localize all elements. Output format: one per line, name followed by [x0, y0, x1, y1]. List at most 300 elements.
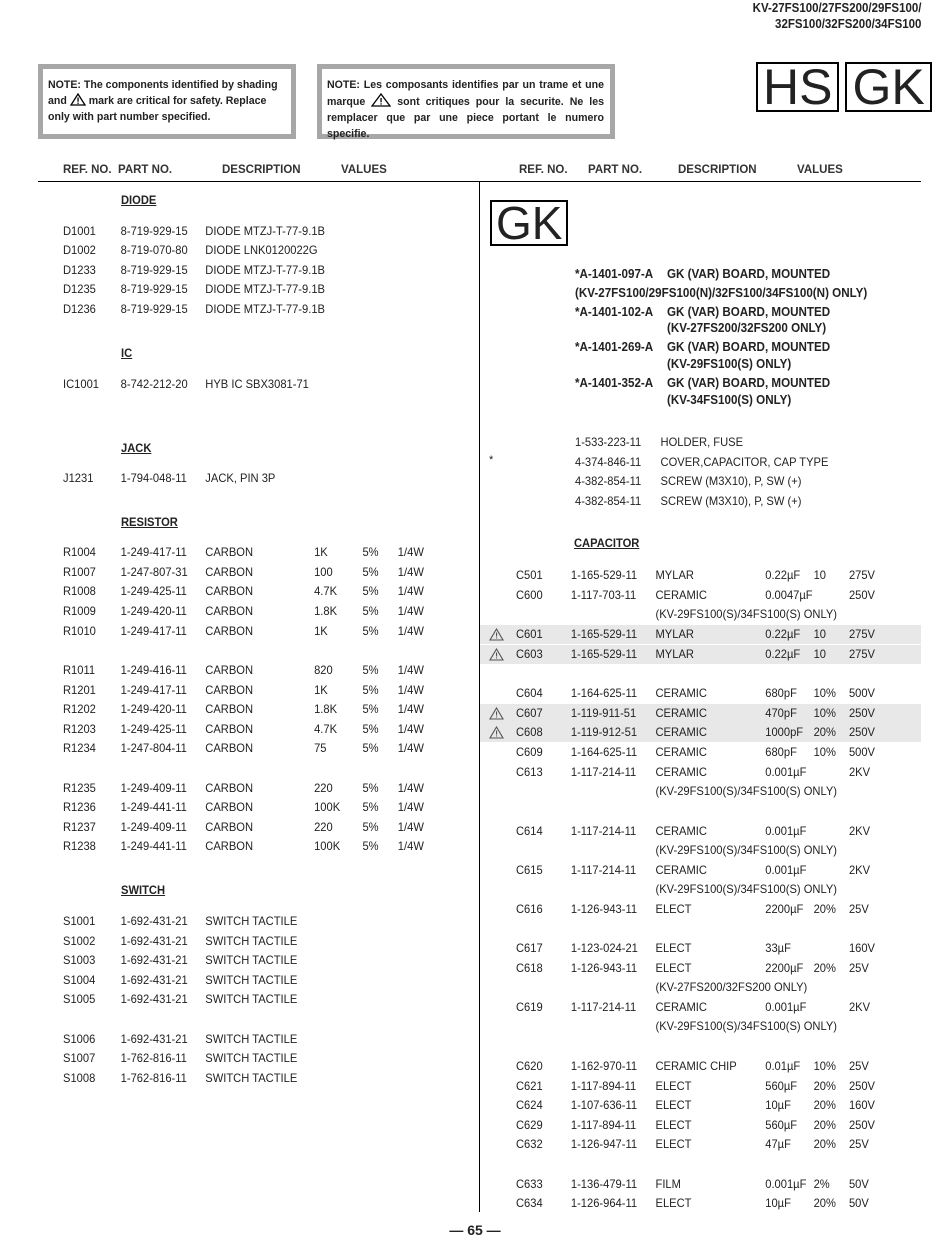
cell-value: 1000pF — [765, 725, 804, 739]
cell-ref: C629 — [516, 1118, 543, 1132]
cell-part: 1-117-214-11 — [570, 765, 637, 779]
board-desc: (KV-34FS100(S) ONLY) — [667, 393, 792, 407]
cell-desc: CERAMIC — [655, 1000, 707, 1014]
cell-part: 8-719-929-15 — [120, 302, 188, 316]
col-part-right: PART NO. — [588, 164, 643, 176]
warning-triangle-icon — [489, 628, 504, 646]
cell-value: 100K — [314, 800, 341, 814]
cell-tol: 10% — [813, 745, 836, 759]
cell-desc: CARBON — [205, 741, 254, 755]
cell-desc: (KV-27FS200/32FS200 ONLY) — [655, 980, 808, 994]
cell-value: 220 — [314, 820, 333, 834]
cell-desc: FILM — [655, 1177, 681, 1191]
cell-tol: 5% — [362, 584, 379, 598]
cell-rating: 500V — [848, 745, 876, 759]
cell-part: 1-249-417-11 — [120, 545, 187, 559]
cell-part: 1-249-416-11 — [120, 663, 187, 677]
cell-tol: 20% — [813, 1079, 836, 1093]
cell-ref: S1004 — [63, 973, 96, 987]
cell-value: 1K — [314, 545, 328, 559]
cell-rating: 1/4W — [397, 800, 424, 814]
cell-value: 0.001µF — [765, 1000, 807, 1014]
cell-value: 220 — [314, 781, 333, 795]
cell-desc: CARBON — [205, 545, 254, 559]
cell-part: 1-794-048-11 — [120, 471, 187, 485]
cell-rating: 160V — [848, 1098, 876, 1112]
cell-desc: HOLDER, FUSE — [660, 435, 744, 449]
cell-desc: CARBON — [205, 702, 254, 716]
model-line-1: KV-27FS100/27FS200/29FS100/ — [752, 1, 921, 15]
cell-value: 680pF — [765, 686, 797, 700]
badge-hs: HS — [756, 62, 839, 112]
cell-rating: 1/4W — [397, 702, 424, 716]
cell-tol: 5% — [362, 781, 379, 795]
cell-ref: R1202 — [63, 702, 96, 716]
cell-value: 75 — [314, 741, 327, 755]
cell-desc: MYLAR — [655, 627, 694, 641]
cell-value: 100K — [314, 839, 341, 853]
cell-part: 4-374-846-11 — [575, 455, 642, 469]
column-divider — [479, 182, 480, 1212]
cell-ref: R1011 — [63, 663, 96, 677]
cell-tol: 5% — [362, 839, 379, 853]
col-ref-left: REF. NO. — [63, 164, 112, 176]
cell-value: 1.8K — [314, 702, 338, 716]
cell-tol: 10 — [813, 627, 827, 641]
section-capacitor: CAPACITOR — [574, 536, 640, 550]
cell-value: 1.8K — [314, 604, 338, 618]
section-jack: JACK — [121, 441, 152, 455]
cell-tol: 20% — [813, 902, 836, 916]
warning-triangle-icon — [371, 93, 391, 107]
cell-desc: SWITCH TACTILE — [205, 953, 298, 967]
cell-value: 47µF — [765, 1137, 791, 1151]
cell-part: 1-247-807-31 — [120, 565, 188, 579]
cell-tol: 5% — [362, 545, 379, 559]
cell-part: 1-249-425-11 — [120, 584, 187, 598]
note-en-after: mark are critical for safety. Replace only with part number specified. — [48, 95, 267, 123]
cell-part: 1-162-970-11 — [570, 1059, 638, 1073]
cell-part: 1-117-214-11 — [570, 1000, 637, 1014]
cell-ref: C620 — [516, 1059, 543, 1073]
cell-rating: 25V — [848, 1059, 869, 1073]
cell-value: 560µF — [765, 1118, 798, 1132]
cell-rating: 1/4W — [397, 683, 424, 697]
cell-part: 1-165-529-11 — [570, 568, 638, 582]
note-fr-after: sont critiques pour la securite. Ne les remplacer que par une piece portant le numero specifie. — [327, 96, 604, 140]
cell-ref: R1007 — [63, 565, 96, 579]
cell-desc: CERAMIC — [655, 706, 707, 720]
cell-ref: C621 — [516, 1079, 543, 1093]
cell-tol: 5% — [362, 722, 379, 736]
safety-note-english — [38, 64, 296, 139]
note-fr-before: NOTE: Les composants identifies par un trame et une marque — [327, 79, 604, 108]
cell-desc: CERAMIC — [655, 725, 707, 739]
cell-part: 1-533-223-11 — [575, 435, 642, 449]
cell-tol: 10 — [813, 647, 827, 661]
cell-part: 1-249-425-11 — [120, 722, 187, 736]
cell-ref: R1203 — [63, 722, 96, 736]
cell-part: 1-762-816-11 — [120, 1051, 187, 1065]
cell-tol: 10% — [813, 1059, 836, 1073]
cell-ref: C608 — [516, 725, 543, 739]
cell-rating: 1/4W — [397, 741, 424, 755]
cell-ref: IC1001 — [63, 377, 99, 391]
cell-part: 1-249-441-11 — [120, 839, 187, 853]
cell-value: 4.7K — [314, 722, 338, 736]
col-values-right: VALUES — [797, 164, 843, 176]
cell-desc: DIODE MTZJ-T-77-9.1B — [205, 224, 325, 238]
section-resistor: RESISTOR — [121, 515, 178, 529]
board-desc: (KV-27FS200/32FS200 ONLY) — [667, 321, 827, 335]
cell-desc: SWITCH TACTILE — [205, 1051, 298, 1065]
cell-ref: C613 — [516, 765, 543, 779]
cell-part: 1-136-479-11 — [570, 1177, 638, 1191]
cell-value: 1K — [314, 624, 328, 638]
cell-ref: C618 — [516, 961, 543, 975]
cell-desc: CARBON — [205, 584, 254, 598]
cell-ref: D1002 — [63, 243, 96, 257]
cell-desc: DIODE LNK0120022G — [205, 243, 318, 257]
cell-tol: 20% — [813, 725, 836, 739]
cell-ref: C600 — [516, 588, 543, 602]
cell-part: 1-249-420-11 — [120, 702, 187, 716]
cell-tol: 2% — [813, 1177, 830, 1191]
cell-ref: C619 — [516, 1000, 543, 1014]
cell-rating: 250V — [848, 1079, 876, 1093]
board-part: *A-1401-352-A — [575, 376, 654, 390]
cell-desc: COVER,CAPACITOR, CAP TYPE — [660, 455, 829, 469]
cell-ref: R1009 — [63, 604, 96, 618]
cell-tol: 10 — [813, 568, 827, 582]
cell-part: 1-123-024-21 — [570, 941, 638, 955]
cell-ref: S1002 — [63, 934, 96, 948]
cell-desc: HYB IC SBX3081-71 — [205, 377, 309, 391]
cell-tol: 20% — [813, 1118, 836, 1132]
cell-part: 1-692-431-21 — [120, 973, 188, 987]
cell-rating: 1/4W — [397, 820, 424, 834]
cell-value: 0.001µF — [765, 824, 807, 838]
cell-desc: CARBON — [205, 565, 254, 579]
cell-ref: C632 — [516, 1137, 543, 1151]
board-part: *A-1401-269-A — [575, 340, 654, 354]
cell-tol: 20% — [813, 1137, 836, 1151]
cell-value: 0.01µF — [765, 1059, 801, 1073]
board-part: (KV-27FS100/29FS100(N)/32FS100/34FS100(N) ONLY) — [575, 286, 868, 300]
cell-rating: 250V — [848, 706, 876, 720]
cell-desc: (KV-29FS100(S)/34FS100(S) ONLY) — [655, 882, 838, 896]
cell-part: 1-117-214-11 — [570, 824, 637, 838]
warning-triangle-icon — [489, 648, 504, 666]
cell-ref: C604 — [516, 686, 543, 700]
board-part: *A-1401-102-A — [575, 305, 654, 319]
cell-desc: CARBON — [205, 800, 254, 814]
cell-tol: 5% — [362, 663, 379, 677]
cell-part: 1-117-214-11 — [570, 863, 637, 877]
cell-ref: D1236 — [63, 302, 96, 316]
cell-value: 820 — [314, 663, 333, 677]
cell-value: 1K — [314, 683, 328, 697]
cell-value: 0.001µF — [765, 1177, 807, 1191]
cell-desc: SCREW (M3X10), P, SW (+) — [660, 494, 802, 508]
cell-ref: J1231 — [63, 471, 94, 485]
cell-part: 1-249-417-11 — [120, 624, 187, 638]
safety-note-french — [317, 64, 615, 139]
cell-ref: S1003 — [63, 953, 96, 967]
cell-rating: 275V — [848, 627, 876, 641]
cell-ref: R1237 — [63, 820, 96, 834]
warning-triangle-icon — [70, 93, 86, 106]
cell-part: 1-126-947-11 — [570, 1137, 638, 1151]
cell-desc: SWITCH TACTILE — [205, 934, 298, 948]
model-numbers — [752, 0, 921, 32]
cell-part: 1-692-431-21 — [120, 934, 188, 948]
cell-ref: S1001 — [63, 914, 96, 928]
cell-tol: 5% — [362, 820, 379, 834]
cell-desc: CERAMIC — [655, 745, 707, 759]
cell-desc: (KV-29FS100(S)/34FS100(S) ONLY) — [655, 843, 838, 857]
cell-part: 1-126-964-11 — [570, 1196, 638, 1210]
cell-rating: 2KV — [848, 1000, 871, 1014]
cell-desc: CARBON — [205, 781, 254, 795]
cell-desc: ELECT — [655, 941, 692, 955]
board-desc: GK (VAR) BOARD, MOUNTED — [667, 267, 831, 281]
cell-part: 1-249-441-11 — [120, 800, 187, 814]
cell-rating: 25V — [848, 1137, 869, 1151]
cell-desc: CARBON — [205, 820, 254, 834]
cell-rating: 1/4W — [397, 624, 424, 638]
cell-value: 0.22µF — [765, 568, 801, 582]
cell-part: 1-249-409-11 — [120, 781, 187, 795]
cell-ref: S1006 — [63, 1032, 96, 1046]
cell-tol: 10% — [813, 706, 836, 720]
cell-desc: CARBON — [205, 722, 254, 736]
cell-part: 8-742-212-20 — [120, 377, 188, 391]
cell-desc: ELECT — [655, 1137, 692, 1151]
col-part-left: PART NO. — [118, 164, 173, 176]
cell-tol: 10% — [813, 686, 836, 700]
cell-rating: 500V — [848, 686, 876, 700]
col-ref-right: REF. NO. — [519, 164, 568, 176]
warning-triangle-icon — [489, 726, 504, 744]
cell-part: 1-692-431-21 — [120, 914, 188, 928]
cell-part: 8-719-070-80 — [120, 243, 188, 257]
new-part-mark: * — [489, 454, 494, 466]
board-badges — [756, 59, 932, 115]
cell-value: 10µF — [765, 1098, 791, 1112]
cell-desc: SWITCH TACTILE — [205, 914, 298, 928]
col-values-left: VALUES — [341, 164, 387, 176]
cell-value: 0.001µF — [765, 863, 807, 877]
cell-ref: C617 — [516, 941, 543, 955]
cell-rating: 250V — [848, 588, 876, 602]
cell-rating: 2KV — [848, 863, 871, 877]
gk-board-label: GK — [490, 200, 568, 246]
section-diode: DIODE — [121, 193, 157, 207]
cell-ref: C633 — [516, 1177, 543, 1191]
cell-desc: ELECT — [655, 1079, 692, 1093]
cell-desc: CARBON — [205, 683, 254, 697]
cell-desc: CARBON — [205, 604, 254, 618]
cell-rating: 25V — [848, 902, 869, 916]
cell-ref: C624 — [516, 1098, 543, 1112]
cell-desc: DIODE MTZJ-T-77-9.1B — [205, 282, 325, 296]
board-desc: GK (VAR) BOARD, MOUNTED — [667, 305, 831, 319]
cell-value: 33µF — [765, 941, 791, 955]
cell-tol: 5% — [362, 565, 379, 579]
cell-rating: 1/4W — [397, 604, 424, 618]
cell-ref: R1008 — [63, 584, 96, 598]
cell-value: 0.22µF — [765, 627, 801, 641]
cell-desc: CERAMIC — [655, 824, 707, 838]
section-switch: SWITCH — [121, 883, 166, 897]
cell-part: 1-692-431-21 — [120, 953, 188, 967]
cell-rating: 275V — [848, 568, 876, 582]
cell-part: 1-247-804-11 — [120, 741, 187, 755]
cell-ref: C501 — [516, 568, 543, 582]
cell-ref: R1004 — [63, 545, 96, 559]
cell-desc: ELECT — [655, 961, 692, 975]
cell-part: 1-692-431-21 — [120, 1032, 188, 1046]
cell-part: 1-164-625-11 — [570, 745, 638, 759]
cell-desc: CARBON — [205, 663, 254, 677]
cell-value: 2200µF — [765, 961, 804, 975]
cell-ref: R1201 — [63, 683, 96, 697]
board-part: *A-1401-097-A — [575, 267, 654, 281]
cell-part: 1-126-943-11 — [570, 961, 638, 975]
cell-ref: R1010 — [63, 624, 96, 638]
cell-desc: SWITCH TACTILE — [205, 1032, 298, 1046]
badge-gk: GK — [845, 62, 931, 112]
cell-part: 8-719-929-15 — [120, 224, 188, 238]
cell-rating: 160V — [848, 941, 876, 955]
cell-part: 4-382-854-11 — [575, 474, 642, 488]
cell-desc: CERAMIC — [655, 686, 707, 700]
cell-ref: C609 — [516, 745, 543, 759]
cell-rating: 1/4W — [397, 565, 424, 579]
page-number: — 65 — — [449, 1222, 501, 1238]
cell-ref: C615 — [516, 863, 543, 877]
cell-part: 1-107-636-11 — [570, 1098, 638, 1112]
cell-desc: CARBON — [205, 624, 254, 638]
cell-ref: C634 — [516, 1196, 543, 1210]
board-desc: GK (VAR) BOARD, MOUNTED — [667, 340, 831, 354]
cell-tol: 5% — [362, 683, 379, 697]
cell-desc: ELECT — [655, 1098, 692, 1112]
cell-desc: CERAMIC — [655, 863, 707, 877]
cell-tol: 5% — [362, 702, 379, 716]
model-line-2: 32FS100/32FS200/34FS100 — [774, 17, 921, 31]
cell-rating: 250V — [848, 725, 876, 739]
cell-ref: R1236 — [63, 800, 96, 814]
cell-value: 0.22µF — [765, 647, 801, 661]
cell-desc: (KV-29FS100(S)/34FS100(S) ONLY) — [655, 1019, 838, 1033]
section-ic: IC — [121, 346, 133, 360]
cell-desc: SWITCH TACTILE — [205, 992, 298, 1006]
cell-part: 1-126-943-11 — [570, 902, 638, 916]
cell-rating: 2KV — [848, 765, 871, 779]
cell-value: 470pF — [765, 706, 797, 720]
cell-value: 680pF — [765, 745, 797, 759]
cell-ref: R1234 — [63, 741, 96, 755]
cell-rating: 1/4W — [397, 584, 424, 598]
cell-ref: C607 — [516, 706, 543, 720]
col-desc-left: DESCRIPTION — [222, 164, 301, 176]
cell-part: 1-119-911-51 — [570, 706, 637, 720]
cell-part: 1-117-894-11 — [570, 1079, 637, 1093]
cell-desc: DIODE MTZJ-T-77-9.1B — [205, 263, 325, 277]
cell-tol: 5% — [362, 624, 379, 638]
cell-desc: CARBON — [205, 839, 254, 853]
cell-part: 1-165-529-11 — [570, 647, 638, 661]
cell-tol: 20% — [813, 1098, 836, 1112]
cell-rating: 1/4W — [397, 722, 424, 736]
cell-part: 1-762-816-11 — [120, 1071, 187, 1085]
cell-tol: 5% — [362, 800, 379, 814]
cell-rating: 1/4W — [397, 545, 424, 559]
cell-part: 8-719-929-15 — [120, 263, 188, 277]
cell-ref: D1001 — [63, 224, 96, 238]
cell-part: 1-119-912-51 — [570, 725, 638, 739]
cell-part: 1-249-409-11 — [120, 820, 187, 834]
cell-rating: 1/4W — [397, 781, 424, 795]
cell-value: 100 — [314, 565, 333, 579]
cell-value: 2200µF — [765, 902, 804, 916]
cell-desc: ELECT — [655, 902, 692, 916]
cell-desc: CERAMIC CHIP — [655, 1059, 737, 1073]
cell-ref: C603 — [516, 647, 543, 661]
cell-value: 10µF — [765, 1196, 791, 1210]
cell-part: 1-249-417-11 — [120, 683, 187, 697]
cell-ref: C601 — [516, 627, 543, 641]
cell-ref: S1005 — [63, 992, 96, 1006]
cell-rating: 1/4W — [397, 663, 424, 677]
cell-desc: DIODE MTZJ-T-77-9.1B — [205, 302, 325, 316]
cell-part: 4-382-854-11 — [575, 494, 642, 508]
col-desc-right: DESCRIPTION — [678, 164, 757, 176]
cell-desc: (KV-29FS100(S)/34FS100(S) ONLY) — [655, 607, 838, 621]
cell-desc: MYLAR — [655, 647, 694, 661]
cell-ref: R1235 — [63, 781, 96, 795]
cell-value: 4.7K — [314, 584, 338, 598]
cell-desc: SCREW (M3X10), P, SW (+) — [660, 474, 802, 488]
note-en-before: NOTE: The components identified by shading and — [48, 79, 278, 107]
cell-desc: ELECT — [655, 1118, 692, 1132]
cell-value: 0.001µF — [765, 765, 807, 779]
cell-ref: R1238 — [63, 839, 96, 853]
cell-part: 1-164-625-11 — [570, 686, 638, 700]
cell-rating: 25V — [848, 961, 869, 975]
cell-desc: JACK, PIN 3P — [205, 471, 276, 485]
cell-desc: (KV-29FS100(S)/34FS100(S) ONLY) — [655, 784, 838, 798]
board-desc: (KV-29FS100(S) ONLY) — [667, 357, 792, 371]
cell-rating: 275V — [848, 647, 876, 661]
cell-desc: CERAMIC — [655, 765, 707, 779]
cell-desc: ELECT — [655, 1196, 692, 1210]
cell-part: 8-719-929-15 — [120, 282, 188, 296]
cell-ref: S1007 — [63, 1051, 96, 1065]
cell-ref: D1233 — [63, 263, 96, 277]
cell-desc: SWITCH TACTILE — [205, 1071, 298, 1085]
cell-part: 1-117-703-11 — [570, 588, 637, 602]
cell-part: 1-692-431-21 — [120, 992, 188, 1006]
cell-rating: 50V — [848, 1196, 869, 1210]
cell-tol: 5% — [362, 741, 379, 755]
cell-desc: MYLAR — [655, 568, 694, 582]
cell-value: 560µF — [765, 1079, 798, 1093]
cell-tol: 20% — [813, 1196, 836, 1210]
cell-tol: 20% — [813, 961, 836, 975]
